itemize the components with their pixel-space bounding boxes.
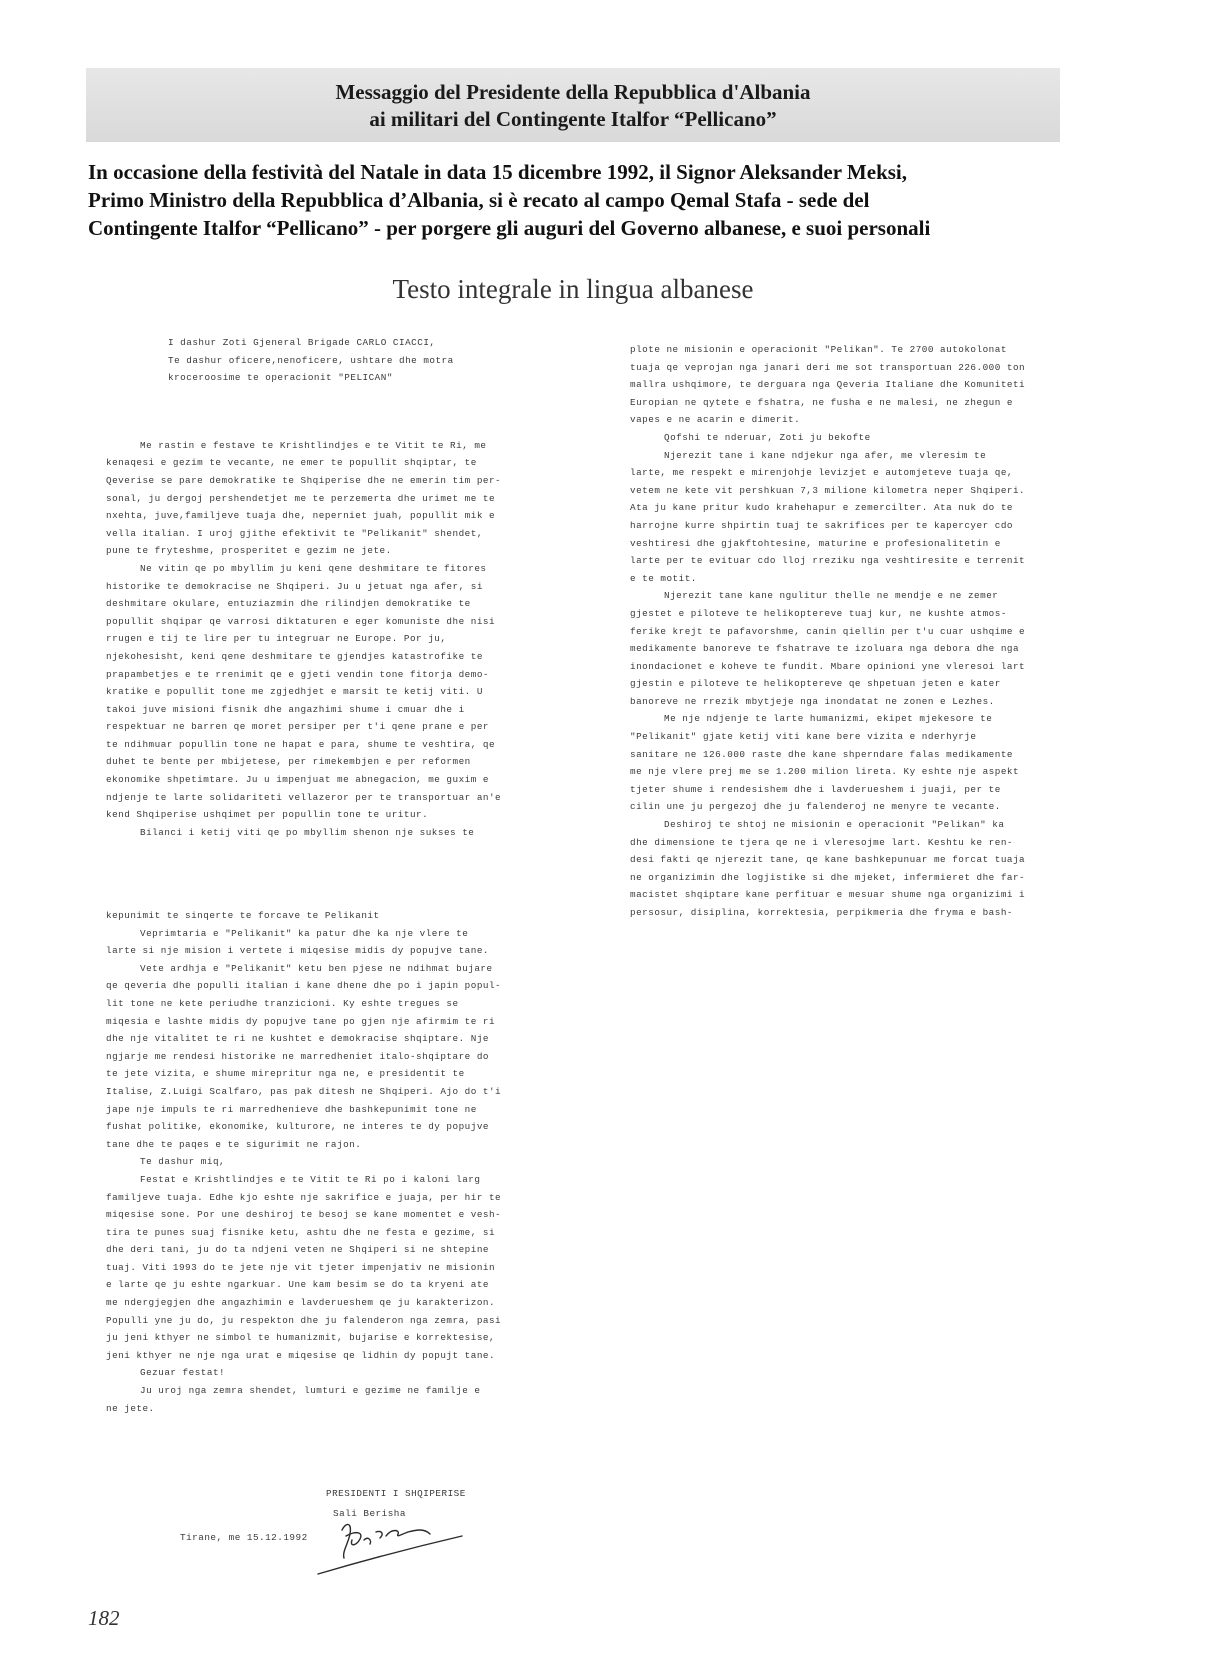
letter-line: dhe nje vitalitet te ri ne kushtet e demokracise shqiptare. Nje [106,1033,489,1045]
lead-paragraph [88,158,1060,242]
letter-line: Njerezit tane kane ngulitur thelle ne mendje e ne zemer [664,590,999,602]
letter-line: duhet te bente per mbijetese, per rimekembjen e per reformen [106,756,471,768]
letter-line: plote ne misionin e operacionit "Pelikan". Te 2700 autokolonat [630,344,1007,355]
letter-line: Ata ju kane pritur kudo krahehapur e zemercilter. Ata nuk do te [630,502,1013,514]
title-banner [86,68,1060,142]
letter-line: prapambetjes e te rrenimit qe e gjeti vendin tone fitorja demo- [106,668,489,680]
letter-line: nxehta, juve,familjeve tuaja dhe, neperniet juah, popullit mik e [106,510,496,522]
lead-line: Primo Ministro della Repubblica d’Albania, si è recato al campo Qemal Stafa - sede del [88,188,870,212]
letter-line: qe qeveria dhe populli italian i kane dhene dhe po i japin popul- [106,980,502,992]
letter-line: Veprimtaria e "Pelikanit" ka patur dhe ka nje vlere te [140,927,469,939]
letter-line: respektuar ne barren qe moret persiper per t'i qene prane e per [106,721,489,733]
letter-line: tuaja qe veprojan nga janari deri me sot transportuan 226.000 ton [630,361,1026,373]
letter-line: harrojne kurre shpirtin tuaj te sakrifices per te kapercyer cdo [630,519,1013,531]
letter-line: kroceroosime te operacionit "PELICAN" [168,372,393,384]
signoff-name: Sali Berisha [333,1508,406,1519]
letter-right-column [630,341,1030,922]
letter-line: kepunimit te sinqerte te forcave te Pelikanit [106,910,380,921]
letter-line: njekohesisht, keni qene deshmitare te gjendjes katastrofike te [106,650,483,662]
letter-line: Me nje ndjenje te larte humanizmi, ekipet mjekesore te [664,713,993,725]
letter-line: miqesia e lashte midis dy popujve tane po gjen nje afirmim te ri [106,1015,496,1027]
letter-line: e larte qe ju eshte ngarkuar. Une kam besim se do ta kryeni ate [106,1279,489,1291]
letter-line: ngjarje me rendesi historike ne marredheniet italo-shqiptare do [106,1050,489,1062]
letter-line: larte per te evituar cdo lloj rreziku nga veshtiresite e terrenit [630,555,1026,567]
signoff-place-date: Tirane, me 15.12.1992 [180,1532,308,1543]
letter-line: inondacionet e koheve te fundit. Mbare opinioni yne vleresoi lart [630,660,1026,672]
letter-line: takoi juve misioni fisnik dhe angazhimi shume i cmuar dhe i [106,703,465,715]
letter-left-column [106,334,506,841]
letter-line: me nje vlere prej me se 1.200 milion lireta. Ky eshte nje aspekt [630,766,1020,778]
letter-line: ne jete. [106,1402,155,1414]
letter-line: me ndergjegjen dhe angazhimin e lavderueshem qe ju karakterizon. [106,1297,496,1309]
letter-line: jeni kthyer ne nje nga urat e miqesise qe lidhin dy popujt tane. [106,1349,496,1361]
letter-line: cilin une ju pergezoj dhe ju falenderoj ne menyre te vecante. [630,801,1001,813]
letter-line: Bilanci i ketij viti qe po mbyllim shenon nje sukses te [140,826,475,838]
letter-line: vetem ne kete vit pershkuan 7,3 milione kilometra neper Shqiperi. [630,484,1026,496]
letter-line: Festat e Krishtlindjes e te Vitit te Ri po i kaloni larg [140,1173,481,1185]
letter-line: ferike krejt te pafavorshme, canin qiellin per t'u cuar ushqime e [630,625,1026,637]
letter-line: macistet shqiptare kane perfituar e mesuar shume nga organizimi i [630,889,1026,901]
letter-line: te ndihmuar popullin tone ne hapat e para, shume te veshtira, qe [106,738,496,750]
letter-line: I dashur Zoti Gjeneral Brigade CARLO CIACCI, [168,337,436,348]
letter-line: sanitare ne 126.000 raste dhe kane shperndare falas medikamente [630,748,1013,760]
letter-line: lit tone ne kete periudhe tranzicioni. Ky eshte tregues se [106,997,459,1009]
title-line-1: Messaggio del Presidente della Repubblica d'Albania [335,80,811,104]
letter-left-lower-column [106,907,506,1417]
letter-line: sonal, ju dergoj pershendetjet me te perzemerta dhe urimet me te [106,492,496,504]
letter-line: tane dhe te paqes e te sigurimit ne rajon. [106,1138,362,1150]
letter-line: familjeve tuaja. Edhe kjo eshte nje sakrifice e juaja, per hir te [106,1191,502,1203]
lead-line: In occasione della festività del Natale in data 15 dicembre 1992, il Signor Aleksander Meksi, [88,160,907,184]
letter-line [106,387,506,437]
letter-line: deshmitare okulare, entuziazmin dhe rilindjen demokratike te [106,598,471,610]
page-number: 182 [88,1606,120,1630]
letter-line: larte si nje mision i vertete i miqesise midis dy popujve tane. [106,945,489,957]
signoff-office: PRESIDENTI I SHQIPERISE [326,1488,466,1499]
letter-line: Te dashur miq, [140,1156,226,1168]
letter-line: Populli yne ju do, ju respekton dhe ju falenderon nga zemra, pasi [106,1314,502,1326]
letter-line: larte, me respekt e mirenjohje levizjet e automjeteve tuaja qe, [630,467,1013,479]
letter-line: tira te punes suaj fisnike ketu, ashtu dhe ne festa e gezime, si [106,1226,496,1238]
letter-line: Deshiroj te shtoj ne misionin e operacionit "Pelikan" ka [664,819,1005,831]
letter-line: banoreve ne rrezik mbytjeje nga inondatat ne zonen e Lezhes. [630,695,995,707]
letter-line: ju jeni kthyer ne simbol te humanizmit, bujarise e korrektesise, [106,1332,496,1344]
letter-line: e te motit. [630,572,697,584]
letter-line: vella italian. I uroj gjithe efektivit te "Pelikanit" shendet, [106,527,483,539]
letter-line: dhe deri tani, ju do ta ndjeni veten ne Shqiperi si ne shtepine [106,1244,489,1256]
letter-line: ndjenje te larte solidariteti vellazeror per te transportuar an'e [106,791,502,803]
letter-line: desi fakti qe njerezit tane, qe kane bashkepunuar me forcat tuaja [630,854,1026,866]
letter-line: Ne vitin qe po mbyllim ju keni qene deshmitare te fitores [140,562,487,574]
letter-line: miqesise sone. Por une deshiroj te besoj se kane momentet e vesh- [106,1209,502,1221]
letter-line: ne organizimin dhe logjistike si dhe mjeket, infermieret dhe far- [630,871,1026,883]
letter-line: popullit shqipar qe varrosi diktaturen e eger komuniste dhe nisi [106,615,496,627]
letter-line: veshtiresi dhe gjakftohtesine, maturine e profesionalitetin e [630,537,1001,549]
letter-line: medikamente banoreve te fshatrave te izoluara nga debora dhe nga [630,643,1020,655]
letter-line: Njerezit tane i kane ndjekur nga afer, me vleresim te [664,449,987,461]
lead-line: Contingente Italfor “Pellicano” - per porgere gli auguri del Governo albanese, e suoi personali [88,216,931,240]
letter-line: Gezuar festat! [140,1367,226,1379]
letter-line: gjestin e piloteve te helikoptereve qe shpetuan jeten e kater [630,678,1001,690]
letter-line: Vete ardhja e "Pelikanit" ketu ben pjese ne ndihmat bujare [140,962,493,974]
letter-line: fushat politike, ekonomike, kulturore, ne interes te dy popujve [106,1121,489,1133]
letter-line: Me rastin e festave te Krishtlindjes e te Vitit te Ri, me [140,439,487,451]
letter-line: kratike e popullit tone me zgjedhjet e marsit te ketij viti. U [106,686,483,698]
letter-line: mallra ushqimore, te derguara nga Qeveria Italiane dhe Komuniteti [630,379,1026,391]
letter-line: Europian ne qytete e fshatra, ne fusha e ne malesi, ne zhegun e [630,396,1013,408]
letter-line: dhe dimensione te tjera qe ne i vleresojme lart. Keshtu ke ren- [630,836,1013,848]
letter-line: te jete vizita, e shume mirepritur nga ne, e presidentit te [106,1068,465,1080]
letter-line: historike te demokracise ne Shqiperi. Ju u jetuat nga afer, si [106,580,483,592]
letter-line: Qofshi te nderuar, Zoti ju bekofte [664,431,871,443]
letter-line: tjeter shume i rendesishem dhe i lavderueshem i juaji, per te [630,783,1001,795]
letter-line: jape nje impuls te ri marredhenieve dhe bashkepunimit tone ne [106,1103,477,1115]
letter-line: persosur, disiplina, korrektesia, perpikmeria dhe fryma e bash- [630,907,1013,918]
letter-line: gjestet e piloteve te helikoptereve tuaj kur, ne kushte atmos- [630,607,1007,619]
letter-line: rrugen e tij te lire per tu integruar ne Europe. Por ju, [106,633,447,645]
letter-line: ekonomike shpetimtare. Ju u impenjuat me abnegacion, me guxim e [106,774,489,786]
letter-line: tuaj. Viti 1993 do te jete nje vit tjeter impenjativ ne misionin [106,1261,496,1273]
handwritten-signature [312,1500,472,1580]
letter-line: pune te fryteshme, prosperitet e gezim ne jete. [106,545,392,557]
letter-line: Te dashur oficere,nenoficere, ushtare dhe motra [168,354,454,366]
letter-line: Italise, Z.Luigi Scalfaro, pas pak ditesh ne Shqiperi. Ajo do t'i [106,1085,502,1097]
letter-line: kend Shqiperise ushqimet per popullin tone te uritur. [106,809,429,821]
letter-line: kenaqesi e gezim te vecante, ne emer te popullit shqiptar, te [106,457,477,469]
letter-line: vapes e ne acarin e dimerit. [630,414,801,426]
letter-line: Ju uroj nga zemra shendet, lumturi e gezime ne familje e [140,1385,481,1397]
title-line-2: ai militari del Contingente Italfor “Pellicano” [369,107,777,131]
letter-line: "Pelikanit" gjate ketij viti kane bere vizita e nderhyrje [630,731,977,743]
letter-line: Qeverise se pare demokratike te Shqiperise dhe ne emerin tim per- [106,474,502,486]
subtitle: Testo integrale in lingua albanese [392,274,754,304]
